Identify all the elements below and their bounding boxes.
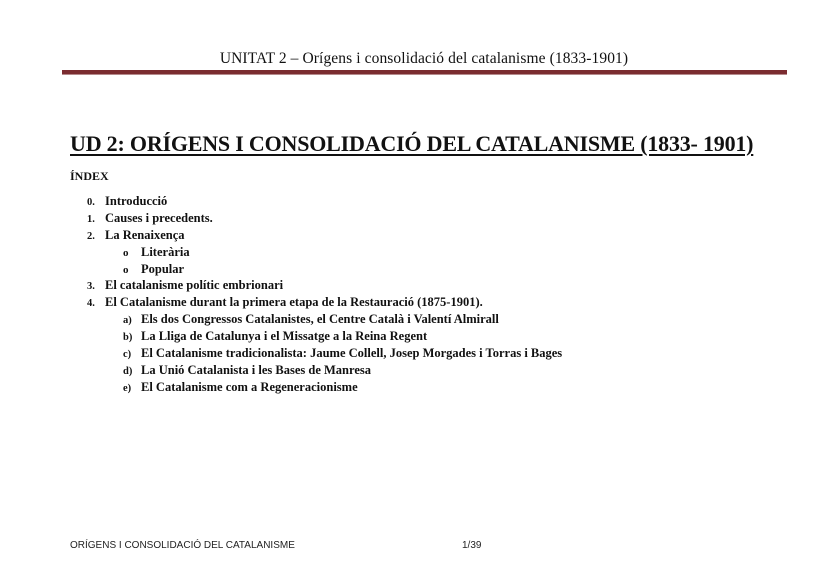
toc-text: Literària bbox=[141, 245, 190, 259]
toc-marker: e) bbox=[123, 383, 132, 394]
toc-text: Causes i precedents. bbox=[105, 211, 213, 225]
toc-text: La Renaixença bbox=[105, 228, 185, 242]
toc-text: La Unió Catalanista i les Bases de Manresa bbox=[141, 363, 371, 377]
document-title: UD 2: ORÍGENS I CONSOLIDACIÓ DEL CATALANISME (1833- 1901) bbox=[70, 131, 754, 156]
toc-item bbox=[123, 363, 371, 378]
toc-marker: b) bbox=[123, 332, 133, 343]
header-rule bbox=[62, 70, 787, 74]
toc-item bbox=[87, 194, 167, 209]
toc-marker: 3. bbox=[87, 281, 95, 292]
toc-item bbox=[123, 329, 427, 344]
page-number: 1/39 bbox=[462, 540, 482, 551]
toc-item bbox=[123, 346, 562, 361]
toc-text: El catalanisme polític embrionari bbox=[105, 278, 284, 292]
toc-marker: c) bbox=[123, 349, 132, 360]
toc-text: El Catalanisme com a Regeneracionisme bbox=[141, 380, 358, 394]
running-header: UNITAT 2 – Orígens i consolidació del catalanisme (1833-1901) bbox=[219, 50, 629, 67]
toc-text: El Catalanisme durant la primera etapa de la Restauració (1875-1901). bbox=[105, 295, 483, 309]
toc-item bbox=[123, 262, 184, 277]
toc-marker: 0. bbox=[87, 197, 95, 208]
circle-bullet-icon: o bbox=[123, 264, 129, 276]
toc-text: Introducció bbox=[105, 194, 168, 208]
circle-bullet-icon: o bbox=[123, 247, 129, 259]
toc-text: Popular bbox=[141, 262, 185, 276]
toc-item bbox=[123, 245, 190, 260]
toc-text: Els dos Congressos Catalanistes, el Centre Català i Valentí Almirall bbox=[141, 312, 499, 326]
toc-text: El Catalanisme tradicionalista: Jaume Collell, Josep Morgades i Torras i Bages bbox=[141, 346, 563, 360]
toc-item bbox=[123, 380, 358, 395]
toc-marker: 4. bbox=[87, 298, 95, 309]
toc-marker: 2. bbox=[87, 231, 95, 242]
toc-marker: d) bbox=[123, 366, 133, 377]
toc-item bbox=[87, 295, 483, 310]
toc-item bbox=[87, 278, 283, 293]
toc-item bbox=[87, 228, 185, 243]
toc-item bbox=[123, 312, 499, 327]
toc-item bbox=[87, 211, 213, 226]
index-heading: ÍNDEX bbox=[70, 169, 109, 183]
toc-marker: a) bbox=[123, 315, 132, 326]
toc-marker: 1. bbox=[87, 214, 95, 225]
toc-text: La Lliga de Catalunya i el Missatge a la Reina Regent bbox=[141, 329, 428, 343]
running-footer: ORÍGENS I CONSOLIDACIÓ DEL CATALANISME bbox=[70, 540, 295, 551]
